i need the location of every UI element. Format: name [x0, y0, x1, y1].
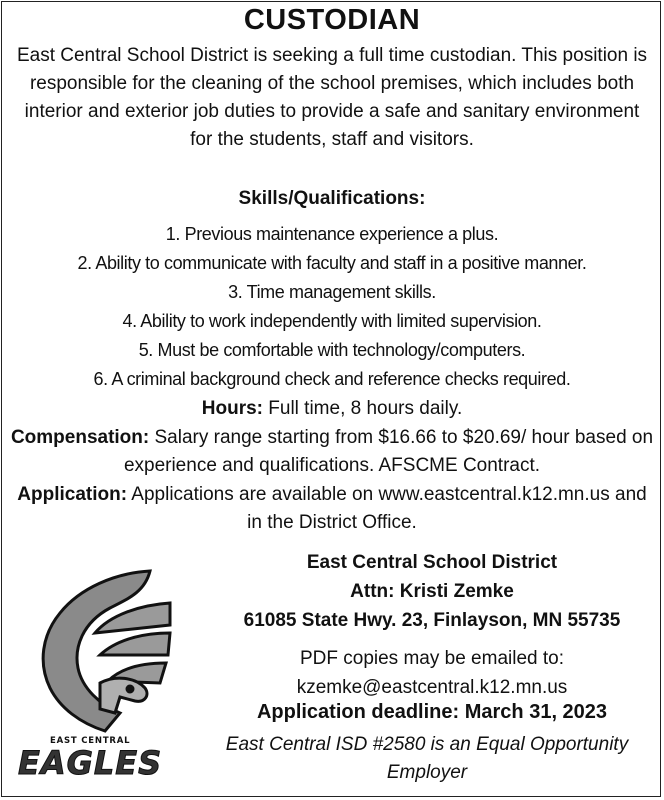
address-org: East Central School District	[306, 552, 558, 573]
intro-paragraph: East Central School District is seeking a full time custodian. This position is responsible for the cleaning of the school premises, which includes both interior and exterior job duties to provide a safe and sanitary environment for the students, staff and visitors.	[16, 45, 648, 150]
hours-label: Hours:	[201, 398, 263, 419]
address-attn: Attn: Kristi Zemke	[350, 581, 514, 602]
application-text: Applications are available on www.eastcentral.k12.mn.us and in the District Office.	[131, 484, 647, 533]
address-street: 61085 State Hwy. 23, Finlayson, MN 55735	[243, 610, 621, 631]
skill-item: 1. Previous maintenance experience a plus.	[165, 224, 499, 244]
compensation-paragraph	[8, 424, 656, 480]
compensation-text: Salary range starting from $16.66 to $20.69/ hour based on experience and qualifications. AFSCME Contract.	[123, 427, 654, 476]
email-address: kzemke@eastcentral.k12.mn.us	[296, 677, 568, 698]
logo-big-text: EAGLES	[18, 744, 163, 782]
equal-opportunity-statement: East Central ISD #2580 is an Equal Opportunity Employer	[225, 734, 629, 783]
skill-item: 4. Ability to work independently with limited supervision.	[122, 311, 542, 331]
eagle-logo-graphic	[20, 563, 190, 738]
skills-list	[0, 220, 664, 394]
skills-heading: Skills/Qualifications:	[238, 188, 426, 209]
skill-item: 3. Time management skills.	[228, 282, 436, 302]
compensation-label: Compensation:	[10, 427, 150, 448]
email-prompt: PDF copies may be emailed to:	[299, 648, 564, 669]
skill-item: 2. Ability to communicate with faculty and staff in a positive manner.	[77, 253, 587, 273]
skill-item: 6. A criminal background check and reference checks required.	[93, 369, 571, 389]
application-paragraph	[8, 481, 656, 537]
logo-small-text: EAST CENTRAL	[50, 736, 131, 746]
application-label: Application:	[17, 484, 128, 505]
hours-paragraph	[8, 395, 656, 423]
email-block	[200, 644, 664, 702]
mailing-address	[200, 548, 664, 635]
skill-item: 5. Must be comfortable with technology/computers.	[138, 340, 526, 360]
hours-text: Full time, 8 hours daily.	[268, 398, 463, 419]
application-deadline: Application deadline: March 31, 2023	[256, 701, 608, 723]
job-title: CUSTODIAN	[243, 4, 421, 36]
